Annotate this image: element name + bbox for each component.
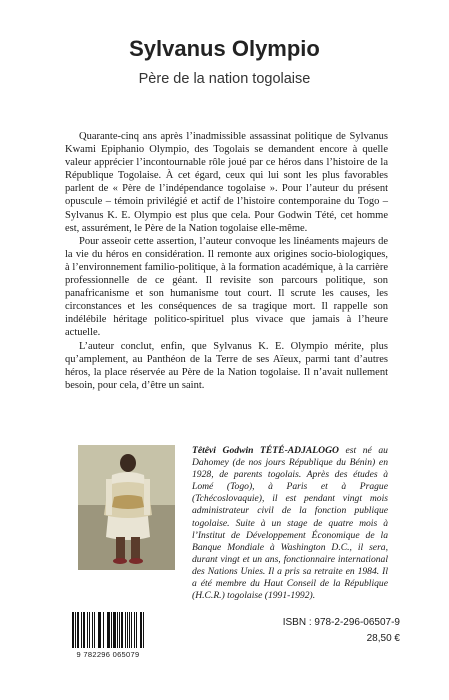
barcode-bar — [77, 612, 79, 648]
book-title: Sylvanus Olympio — [129, 36, 320, 61]
author-bio-text: est né au Dahomey (de nos jours République du Bénin) en 1928, de parents togolais. Après des études à Lomé (Togo), à Paris et à Prague (Tchécoslovaquie), il est pendant vingt mois administrateur civil de la fonction publique togolaise. Suite à un stage de quatre mois à l’Institut de Développement Économique de la Banque Mondiale à Washington D.C., il sera, durant vingt et un ans, fonctionnaire international des Nations Unies. Il a pris sa retraite en 1984. Il a été membre du Haut Conseil de la République (H.C.R.) togolaise (1991-1992). — [192, 445, 388, 602]
barcode-bar — [143, 612, 144, 648]
barcode-bar — [140, 612, 142, 648]
barcode-bar — [83, 612, 85, 648]
summary-paragraph: Pour asseoir cette assertion, l’auteur convoque les linéaments majeurs de la vie du héros en considération. Il remonte aux origines socio-biologiques, à l’environnement familio-politique, à la formation académique, à la carrière professionnelle de ce géant. Il revisite son parcours politique, son panafricanisme et son humanisme tout court. Il scrute les causes, les circonstances et les conséquences de sa tragique mort. Il rappelle son indélébile héritage politico-spirituel plus vivace que jamais à l’heure actuelle. — [65, 235, 388, 339]
barcode-bar — [127, 612, 128, 648]
barcode-bar — [75, 612, 76, 648]
price: 28,50 € — [366, 633, 400, 644]
summary-paragraph: L’auteur conclut, enfin, que Sylvanus K. E. Olympio mérite, plus qu’amplement, au Panthéon de la Terre de ses Aïeux, parmi tant d’autres héros, la place réservée au Père de la Nation togolaise. Il n’avait nullement besoin, pour cela, d’être un saint. — [65, 340, 388, 391]
author-biography — [192, 445, 388, 602]
barcode-digits: 9 782296 065079 — [76, 650, 140, 659]
isbn: ISBN : 978-2-296-06507-9 — [282, 617, 400, 628]
barcode-bar — [81, 612, 82, 648]
barcode-bar — [89, 612, 90, 648]
barcode-bar — [136, 612, 137, 648]
author-name: Têtêvi Godwin TÉTÉ-ADJALOGO — [192, 445, 339, 456]
barcode-bar — [113, 612, 116, 648]
barcode-bar — [107, 612, 110, 648]
barcode-bar — [129, 612, 130, 648]
barcode-bar — [87, 612, 88, 648]
author-photo — [78, 445, 175, 570]
barcode-bar — [131, 612, 132, 648]
barcode — [68, 610, 148, 660]
barcode-bar — [103, 612, 104, 648]
back-cover-summary — [65, 130, 388, 392]
barcode-bar — [111, 612, 112, 648]
summary-paragraph: Quarante-cinq ans après l’inadmissible assassinat politique de Sylvanus Kwami Epiphanio Olympio, des Togolais se demandent encore à quelle valeur apprécier l’incontournable rôle joué par ce héros dans l’histoire de la République Togolaise. À cet égard, ceux qui lui sont les plus favorables parlent de « Père de l’indépendance togolaise ». Pour l’auteur du présent opuscule – témoin privilégié et actif de l’histoire contemporaine du Togo – Sylvanus K. E. Olympio est plus que cela. Pour Godwin Tété, cet homme est, assurément, le Père de la Nation togolaise elle-même. — [65, 131, 388, 234]
barcode-bar — [125, 612, 126, 648]
barcode-bar — [117, 612, 118, 648]
barcode-bar — [92, 612, 93, 648]
barcode-bar — [119, 612, 120, 648]
barcode-bar — [72, 612, 74, 648]
book-subtitle: Père de la nation togolaise — [138, 71, 311, 87]
barcode-bar — [121, 612, 123, 648]
barcode-bar — [134, 612, 135, 648]
barcode-bar — [98, 612, 101, 648]
barcode-bar — [94, 612, 95, 648]
author-portrait-illustration — [78, 445, 175, 570]
